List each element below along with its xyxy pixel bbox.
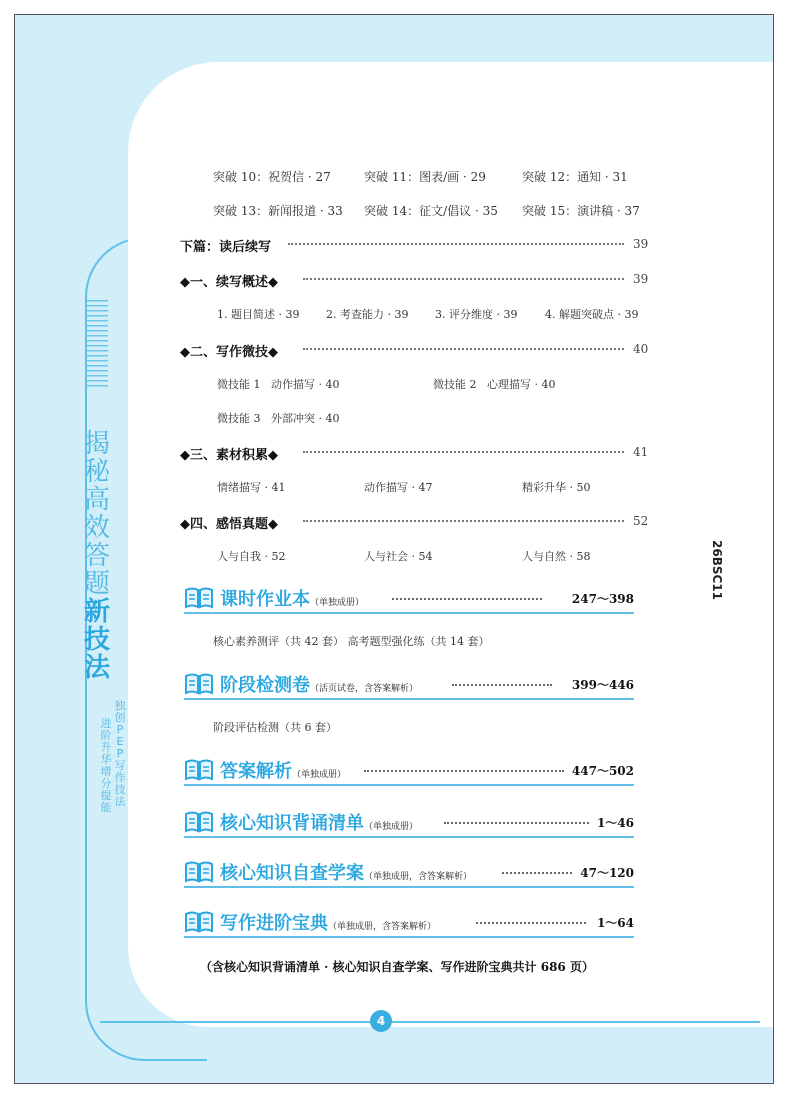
toc-entry[interactable]: 4. 解题突破点 · 39 xyxy=(545,308,639,321)
leader-dots xyxy=(452,684,552,686)
toc-entry[interactable]: 突破 11：图表/画 · 29 xyxy=(364,170,486,184)
sub-char: 写 xyxy=(114,759,126,772)
toc-entry[interactable]: 精彩升华 · 50 xyxy=(522,481,591,494)
sub-char: E xyxy=(116,735,124,748)
book-entry[interactable] xyxy=(184,858,634,888)
sub-char: P xyxy=(116,723,124,736)
section-heading[interactable]: ◆四、感悟真题◆ xyxy=(180,517,278,532)
bottom-rule xyxy=(100,1021,760,1023)
book-title: 核心知识背诵清单（单独成册） xyxy=(220,813,419,834)
page-ref: 41 xyxy=(633,445,649,459)
title-char: 揭 xyxy=(83,429,110,459)
sub-char: 作 xyxy=(114,771,126,784)
book-title: 写作进阶宝典（单独成册，含答案解析） xyxy=(220,913,437,934)
section-rule xyxy=(184,784,634,786)
open-book-icon xyxy=(184,759,214,781)
toc-entry[interactable]: 人与自然 · 58 xyxy=(522,550,591,563)
toc-entry[interactable]: 微技能 2 心理描写 · 40 xyxy=(433,378,556,391)
page-range: 1～46 xyxy=(596,816,634,830)
vertical-title xyxy=(80,430,114,682)
toc-entry[interactable]: 微技能 3 外部冲突 · 40 xyxy=(217,412,340,425)
vertical-subtitle-2 xyxy=(100,718,112,814)
leader-dots xyxy=(303,278,624,280)
section-rule xyxy=(184,698,634,700)
book-title: 阶段检测卷（活页试卷，含答案解析） xyxy=(220,675,419,696)
title-char: 答 xyxy=(83,541,110,571)
section-rule xyxy=(184,836,634,838)
sub-char: 提 xyxy=(100,789,112,802)
leader-dots xyxy=(444,822,589,824)
page-ref: 40 xyxy=(633,342,649,356)
sub-char: 法 xyxy=(114,795,126,808)
open-book-icon xyxy=(184,673,214,695)
book-title: 答案解析（单独成册） xyxy=(220,761,347,782)
open-book-icon xyxy=(184,861,214,883)
page-range: 447～502 xyxy=(571,764,634,778)
page-ref: 39 xyxy=(633,237,649,251)
book-entry[interactable] xyxy=(184,808,634,838)
leader-dots xyxy=(303,348,624,350)
title-char-bold: 新 xyxy=(83,597,110,627)
section-rule xyxy=(184,936,634,938)
section-rule xyxy=(184,612,634,614)
part-title[interactable]: 下篇：读后续写 xyxy=(180,240,272,255)
footer-note: （含核心知识背诵清单 · 核心知识自查学案、写作进阶宝典共计 686 页） xyxy=(200,960,594,974)
book-subtitle: 核心素养测评（共 42 套） 高考题型强化练（共 14 套） xyxy=(213,635,490,648)
book-entry[interactable] xyxy=(184,908,634,938)
sub-char: 能 xyxy=(100,801,112,814)
page-range: 247～398 xyxy=(571,592,634,606)
section-heading[interactable]: ◆一、续写概述◆ xyxy=(180,275,278,290)
sub-char: 创 xyxy=(114,711,126,724)
open-book-icon xyxy=(184,587,214,609)
toc-entry[interactable]: 突破 14：征文/倡议 · 35 xyxy=(364,204,498,218)
title-char: 秘 xyxy=(83,457,110,487)
side-code: 26BSC11 xyxy=(710,540,724,600)
leader-dots xyxy=(392,598,542,600)
book-title: 核心知识自查学案（单独成册，含答案解析） xyxy=(220,863,473,884)
toc-entry[interactable]: 2. 考查能力 · 39 xyxy=(326,308,409,321)
toc-entry[interactable]: 1. 题目简述 · 39 xyxy=(217,308,300,321)
open-book-icon xyxy=(184,811,214,833)
book-entry[interactable] xyxy=(184,670,634,700)
book-title: 课时作业本（单独成册） xyxy=(220,589,365,610)
section-heading[interactable]: ◆三、素材积累◆ xyxy=(180,448,278,463)
page-ref: 52 xyxy=(633,514,649,528)
page-range: 47～120 xyxy=(580,866,634,880)
sub-char: 阶 xyxy=(100,729,112,742)
toc-entry[interactable]: 人与社会 · 54 xyxy=(364,550,433,563)
section-heading[interactable]: ◆二、写作微技◆ xyxy=(180,345,278,360)
sub-char: 升 xyxy=(100,741,112,754)
title-char: 题 xyxy=(83,569,110,599)
leader-dots xyxy=(476,922,586,924)
title-char: 效 xyxy=(83,513,110,543)
leader-dots xyxy=(303,520,624,522)
toc-entry[interactable]: 突破 15：演讲稿 · 37 xyxy=(522,204,640,218)
leader-dots xyxy=(303,451,624,453)
toc-entry[interactable]: 突破 10：祝贺信 · 27 xyxy=(213,170,331,184)
sub-char: 进 xyxy=(100,717,112,730)
decorative-lines xyxy=(86,300,108,390)
toc-entry[interactable]: 动作描写 · 47 xyxy=(364,481,433,494)
page-ref: 39 xyxy=(633,272,649,286)
leader-dots xyxy=(288,243,624,245)
sub-char: 分 xyxy=(100,777,112,790)
sub-char: 技 xyxy=(114,783,126,796)
sub-char: P xyxy=(116,747,124,760)
title-char-bold: 法 xyxy=(83,653,110,683)
page-range: 399～446 xyxy=(571,678,634,692)
open-book-icon xyxy=(184,911,214,933)
sub-char: 独 xyxy=(114,699,126,712)
section-rule xyxy=(184,886,634,888)
page-range: 1～64 xyxy=(596,916,634,930)
toc-entry[interactable]: 人与自我 · 52 xyxy=(217,550,286,563)
book-entry[interactable] xyxy=(184,756,634,786)
sub-char: 华 xyxy=(100,753,112,766)
page-number: 4 xyxy=(370,1010,392,1032)
book-subtitle: 阶段评估检测（共 6 套） xyxy=(213,721,337,734)
toc-entry[interactable]: 突破 12：通知 · 31 xyxy=(522,170,628,184)
title-char: 高 xyxy=(83,485,110,515)
book-entry[interactable] xyxy=(184,584,634,614)
sub-char: 增 xyxy=(100,765,112,778)
toc-entry[interactable]: 3. 评分维度 · 39 xyxy=(435,308,518,321)
toc-entry[interactable]: 情绪描写 · 41 xyxy=(217,481,286,494)
toc-entry[interactable]: 突破 13：新闻报道 · 33 xyxy=(213,204,343,218)
leader-dots xyxy=(364,770,564,772)
vertical-subtitle-1 xyxy=(114,700,126,808)
toc-entry[interactable]: 微技能 1 动作描写 · 40 xyxy=(217,378,340,391)
leader-dots xyxy=(502,872,572,874)
title-char-bold: 技 xyxy=(83,625,110,655)
